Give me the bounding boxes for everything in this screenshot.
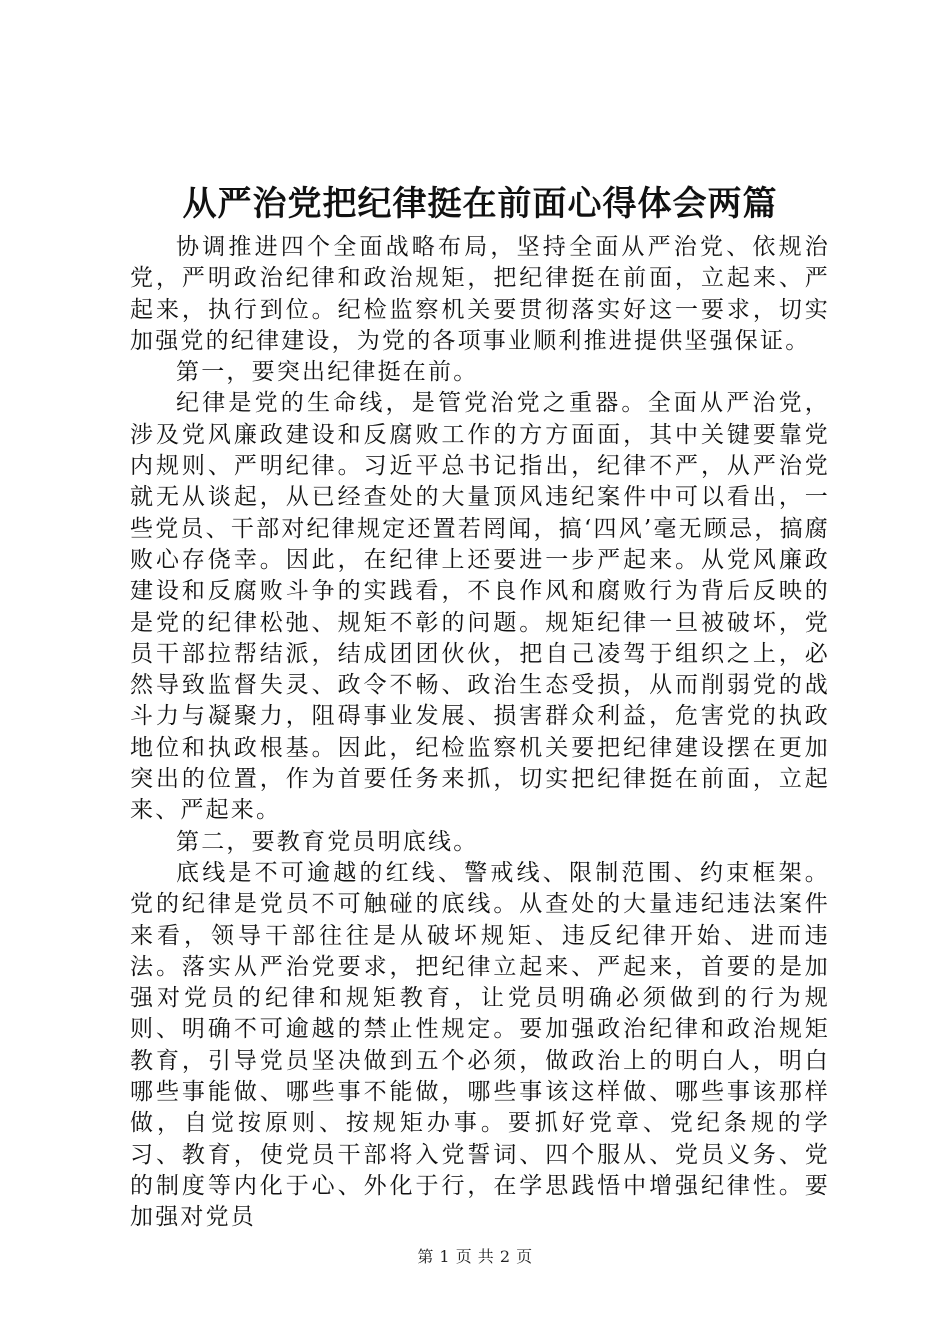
paragraph-discipline-lifeline: 纪律是党的生命线，是管党治党之重器。全面从严治党，涉及党风廉政建设和反腐败工作的方方面面，其中关键要靠党内规则、严明纪律。习近平总书记指出，纪律不严，从严治党就无从谈起，从已经查处的大量顶风违纪案件中可以看出，一些党员、干部对纪律规定还置若罔闻，搞‘四风’毫无顾忌，搞腐败心存侥幸。因此，在纪律上还要进一步严起来。从党风廉政建设和反腐败斗争的实践看，不良作风和腐败行为背后反映的是党的纪律松弛、规矩不彰的问题。规矩纪律一旦被破坏，党员干部拉帮结派，结成团团伙伙，把自己凌驾于组织之上，必然导致监督失灵、政令不畅、政治生态受损，从而削弱党的战斗力与凝聚力，阻碍事业发展、损害群众利益，危害党的执政地位和执政根基。因此，纪检监察机关要把纪律建设摆在更加突出的位置，作为首要任务来抓，切实把纪律挺在前面，立起来、严起来。: [130, 390, 830, 824]
document-title: 从严治党把纪律挺在前面心得体会两篇: [182, 184, 778, 224]
document-body: [130, 232, 830, 1234]
paragraph-intro: 协调推进四个全面战略布局，坚持全面从严治党、依规治党，严明政治纪律和政治规矩，把纪律挺在前面，立起来、严起来，执行到位。纪检监察机关要贯彻落实好这一要求，切实加强党的纪律建设，为党的各项事业顺利推进提供坚强保证。: [130, 234, 830, 354]
paragraph-heading-second: 第二，要教育党员明底线。: [176, 828, 479, 855]
page-number-footer: 第 1 页 共 2 页: [417, 1247, 533, 1266]
paragraph-heading-first: 第一，要突出纪律挺在前。: [176, 359, 479, 386]
paragraph-bottom-line: 底线是不可逾越的红线、警戒线、限制范围、约束框架。党的纪律是党员不可触碰的底线。从查处的大量违纪违法案件来看，领导干部往往是从破坏规矩、违反纪律开始、进而违法。落实从严治党要求，把纪律立起来、严起来，首要的是加强对党员的纪律和规矩教育，让党员明确必须做到的行为规则、明确不可逾越的禁止性规定。要加强政治纪律和政治规矩教育，引导党员坚决做到五个必须，做政治上的明白人，明白哪些事能做、哪些事不能做，哪些事该这样做、哪些事该那样做，自觉按原则、按规矩办事。要抓好党章、党纪条规的学习、教育，使党员干部将入党誓词、四个服从、党员义务、党的制度等内化于心、外化于行，在学思践悟中增强纪律性。要加强对党员: [130, 859, 830, 1231]
